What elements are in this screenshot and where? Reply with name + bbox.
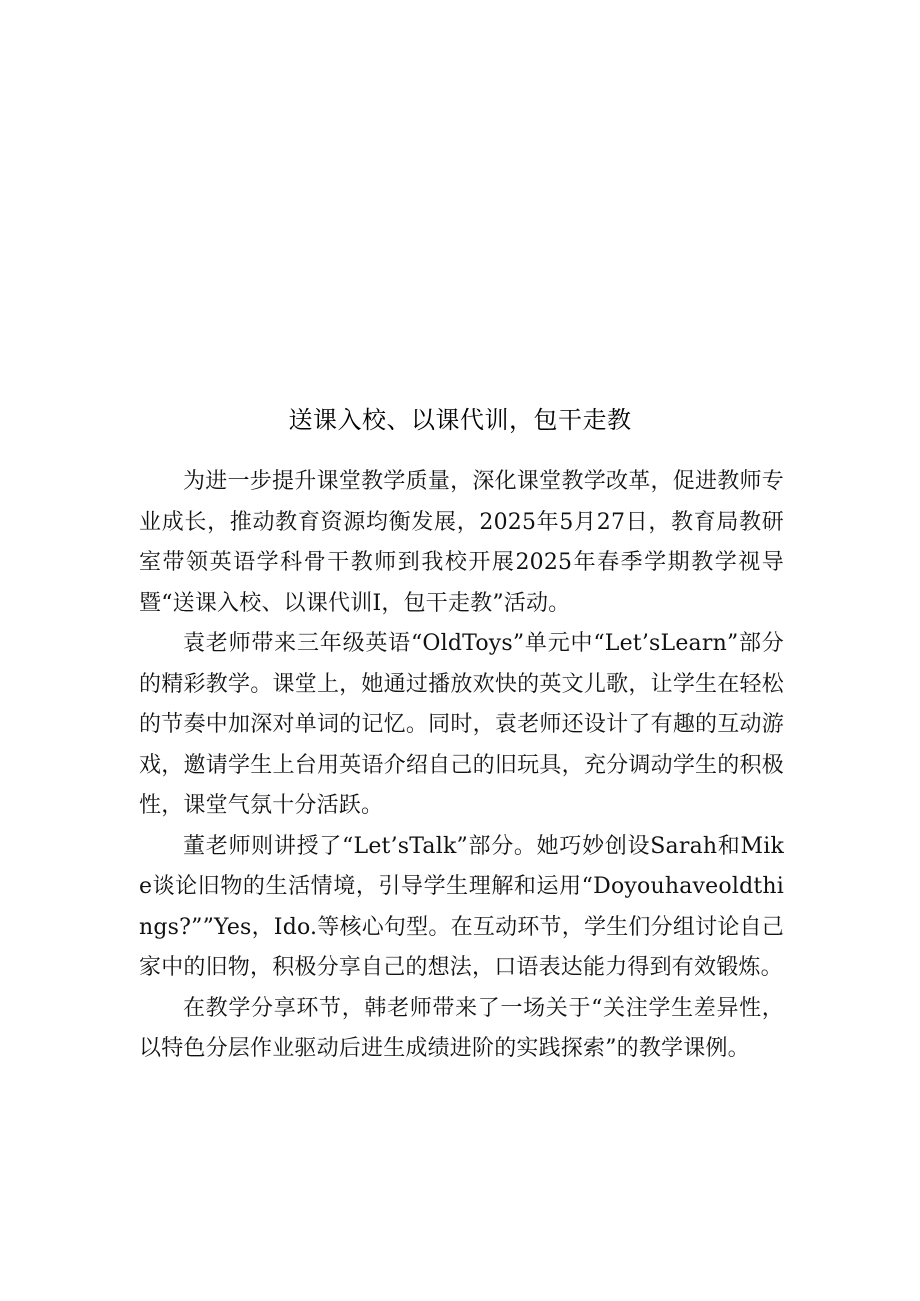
paragraph-1: 为进一步提升课堂教学质量，深化课堂教学改革，促进教师专业成长，推动教育资源均衡发展，2025年5月27日，教育局教研室带领英语学科骨干教师到我校开展2025年春季学期教学视导暨“送课入校、以课代训I，包干走教”活动。	[139, 469, 784, 616]
document-title: 送课入校、以课代训，包干走教	[288, 406, 632, 434]
paragraph-3: 董老师则讲授了“Let’sTalk”部分。她巧妙创设Sarah和Mike谈论旧物的生活情境，引导学生理解和运用“Doyouhaveoldthings?””Yes，Ido.等核心句型。在互动环节，学生们分组讨论自己家中的旧物，积极分享自己的想法，口语表达能力得到有效锻炼。	[139, 833, 784, 980]
paragraph-4: 在教学分享环节，韩老师带来了一场关于“关注学生差异性，以特色分层作业驱动后进生成绩进阶的实践探索”的教学课例。	[139, 995, 784, 1061]
document-body	[139, 462, 784, 1070]
paragraph-2: 袁老师带来三年级英语“OldToys”单元中“Let’sLearn”部分的精彩教学。课堂上，她通过播放欢快的英文儿歌，让学生在轻松的节奏中加深对单词的记忆。同时，袁老师还设计了有趣的互动游戏，邀请学生上台用英语介绍自己的旧玩具，充分调动学生的积极性，课堂气氛十分活跃。	[139, 631, 784, 818]
